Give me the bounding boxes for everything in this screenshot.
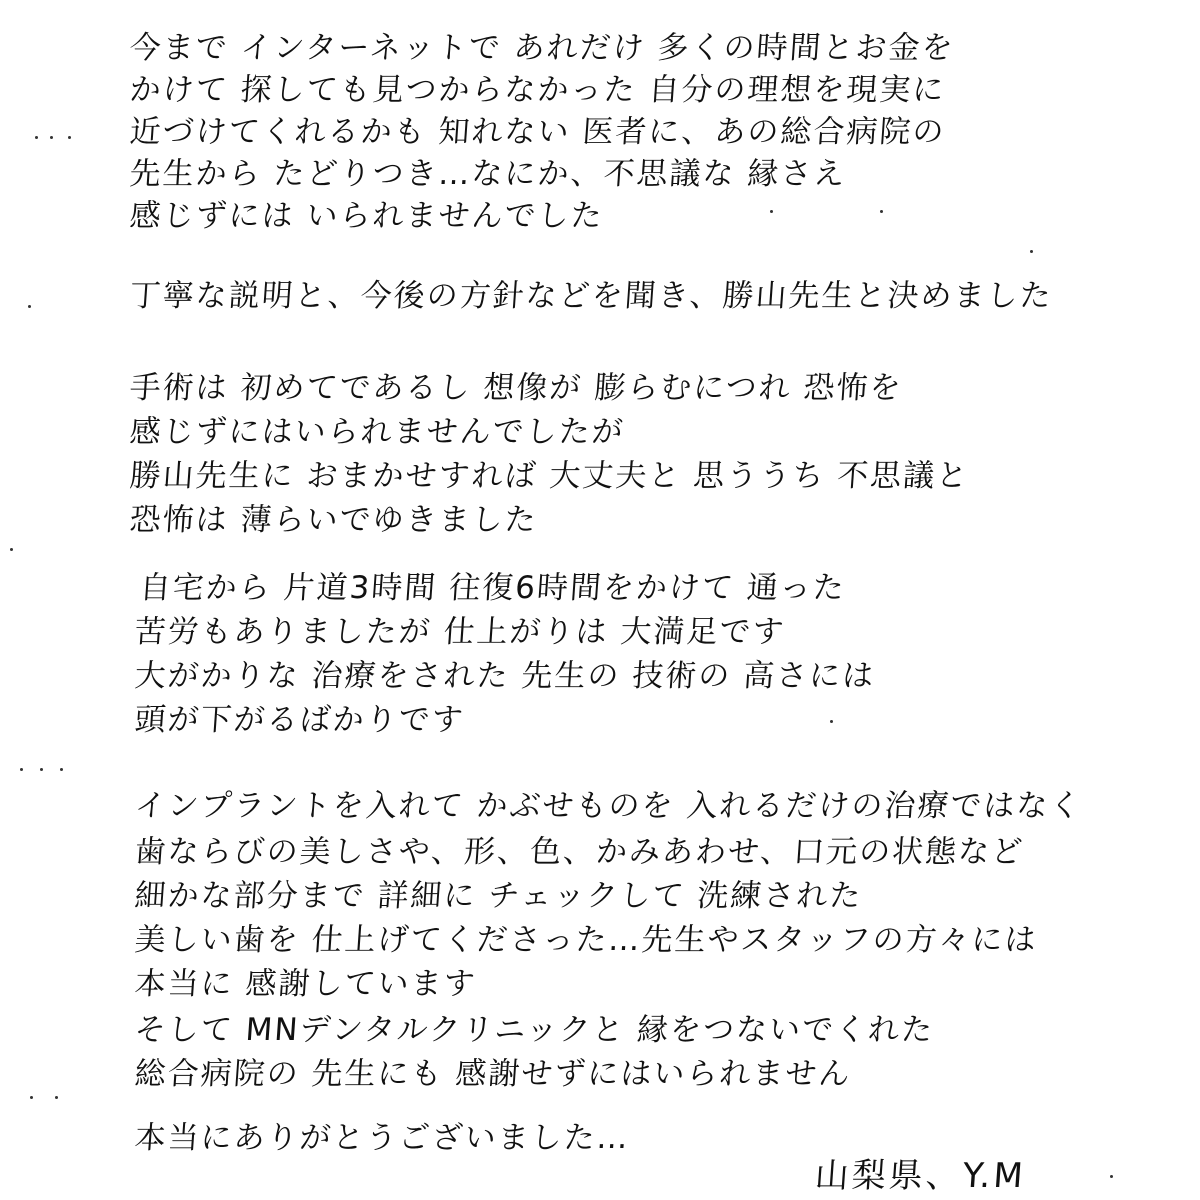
letter-line: 大がかりな 治療をされた 先生の 技術の 高さには — [133, 658, 877, 694]
scan-speck — [1110, 1175, 1113, 1178]
scan-speck — [35, 136, 38, 139]
letter-line: 美しい歯を 仕上げてくださった…先生やスタッフの方々には — [133, 922, 1039, 958]
scan-speck — [770, 210, 773, 213]
letter-line: 勝山先生に おまかせすれば 大丈夫と 思ううち 不思議と — [128, 458, 971, 494]
scan-speck — [60, 768, 63, 771]
letter-line: 丁寧な説明と、今後の方針などを聞き、勝山先生と決めました — [128, 278, 1054, 314]
scan-speck — [40, 768, 43, 771]
scan-speck — [830, 720, 833, 723]
scan-speck — [880, 210, 883, 213]
scan-speck — [30, 1096, 33, 1099]
letter-line: 苦労もありましたが 仕上がりは 大満足です — [133, 614, 787, 650]
scan-speck — [28, 305, 31, 308]
scan-speck — [10, 548, 13, 551]
letter-line: 恐怖は 薄らいでゆきました — [128, 502, 539, 538]
scan-speck — [55, 1096, 58, 1099]
letter-line: 感じずには いられませんでした — [128, 198, 605, 234]
letter-line: そして MNデンタルクリニックと 縁をつないでくれた — [133, 1012, 936, 1048]
signature: 山梨県、Y.M — [813, 1156, 1028, 1196]
letter-line: インプラントを入れて かぶせものを 入れるだけの治療ではなく — [133, 788, 1084, 824]
letter-line: 近づけてくれるかも 知れない 医者に、あの総合病院の — [128, 114, 947, 150]
scan-speck — [68, 136, 71, 139]
letter-line: 自宅から 片道3時間 往復6時間をかけて 通った — [138, 570, 848, 606]
scan-speck — [50, 136, 53, 139]
letter-line: 先生から たどりつき…なにか、不思議な 縁さえ — [128, 156, 848, 192]
letter-line: 今まで インターネットで あれだけ 多くの時間とお金を — [128, 30, 956, 66]
letter-line: 本当に 感謝しています — [133, 966, 478, 1002]
letter-line: 細かな部分まで 詳細に チェックして 洗練された — [133, 878, 864, 914]
letter-line: 歯ならびの美しさや、形、色、かみあわせ、口元の状態など — [133, 834, 1026, 870]
letter-line: 頭が下がるばかりです — [133, 702, 467, 738]
letter-line: かけて 探しても見つからなかった 自分の理想を現実に — [128, 72, 947, 108]
letter-line: 本当にありがとうございました… — [133, 1120, 632, 1156]
scan-speck — [20, 768, 23, 771]
scan-speck — [1030, 250, 1033, 253]
letter-line: 手術は 初めてであるし 想像が 膨らむにつれ 恐怖を — [128, 370, 904, 406]
letter-line: 総合病院の 先生にも 感謝せずにはいられません — [133, 1056, 853, 1092]
letter-line: 感じずにはいられませんでしたが — [128, 414, 627, 450]
